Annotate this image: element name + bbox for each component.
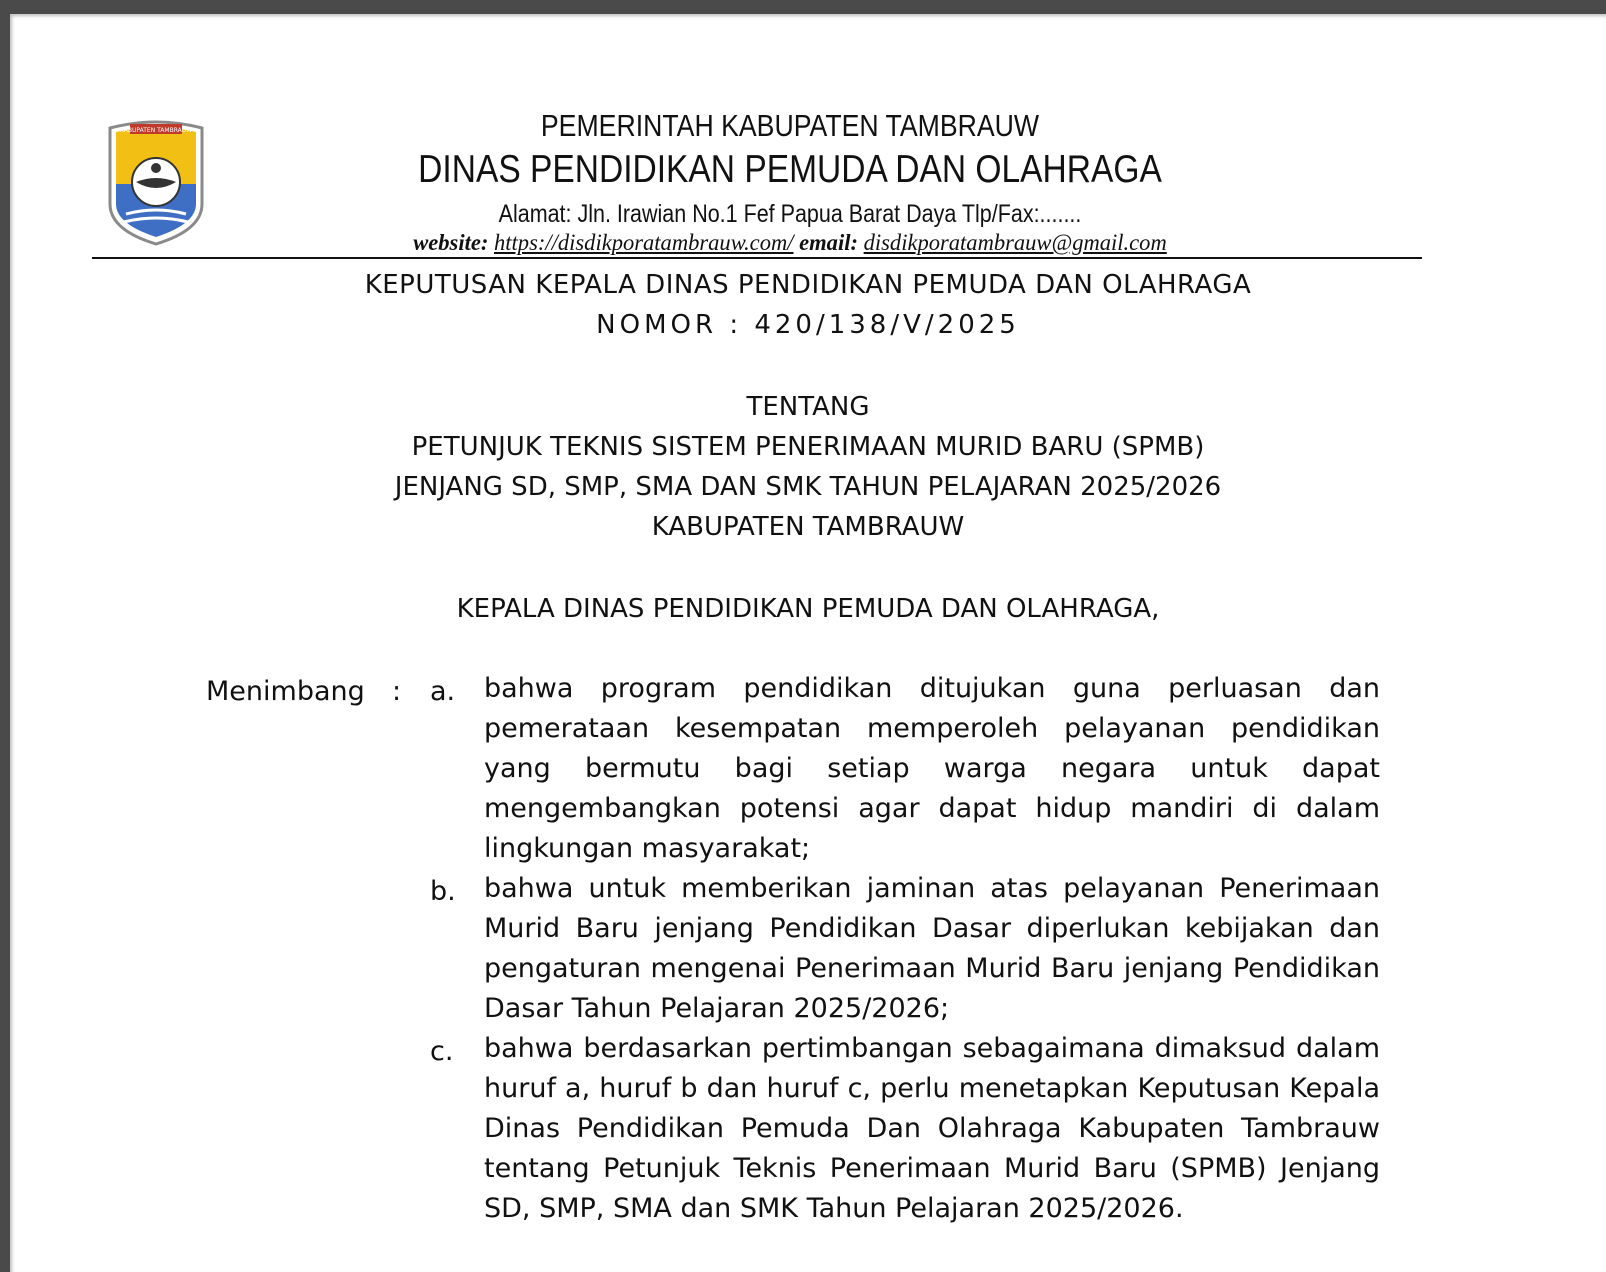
regency-coat-of-arms-logo: [106, 114, 206, 246]
considering-item-text: bahwa berdasarkan pertimbangan sebagaimana dimaksud dalam huruf a, huruf b dan huruf c, perlu menetapkan Keputusan Kepala Dinas Pendidikan Pemuda Dan Olahraga Kabupaten Tambrauw tentang Petunjuk Teknis Penerimaan Murid Baru (SPMB) Jenjang SD, SMP, SMA dan SMK Tahun Pelajaran 2025/2026.: [484, 1033, 1380, 1224]
decree-official: KEPALA DINAS PENDIDIKAN PEMUDA DAN OLAHRAGA,: [456, 594, 1160, 624]
email-label: email:: [799, 230, 858, 255]
considering-item-text: bahwa untuk memberikan jaminan atas pelayanan Penerimaan Murid Baru jenjang Pendidikan Dasar diperlukan kebijakan dan pengaturan mengenai Penerimaan Murid Baru jenjang Pendidikan Dasar Tahun Pelajaran 2025/2026;: [484, 873, 1380, 1024]
email-link[interactable]: disdikporatambrauw@gmail.com: [863, 230, 1167, 255]
considering-item-mark: b.: [430, 876, 456, 907]
decree-about: TENTANG: [746, 392, 870, 422]
document-page: [10, 14, 1606, 1272]
letterhead-government: PEMERINTAH KABUPATEN TAMBRAUW: [540, 108, 1040, 143]
website-label: website:: [413, 230, 489, 255]
letterhead-contacts: [271, 230, 1310, 256]
logo-banner-text: KABUPATEN TAMBRAUW: [119, 127, 193, 134]
considering-label: Menimbang: [206, 676, 365, 707]
considering-item-mark: c.: [430, 1036, 454, 1067]
decree-subject-line-3: KABUPATEN TAMBRAUW: [651, 512, 965, 542]
considering-colon: :: [392, 676, 402, 707]
letterhead-divider: [92, 257, 1422, 259]
decree-number: NOMOR : 420/138/V/2025: [596, 310, 1020, 340]
letterhead-address: Alamat: Jln. Irawian No.1 Fef Papua Barat Daya Tlp/Fax:.......: [498, 200, 1082, 228]
letterhead-agency: DINAS PENDIDIKAN PEMUDA DAN OLAHRAGA: [418, 148, 1162, 191]
decree-subject-line-1: PETUNJUK TEKNIS SISTEM PENERIMAAN MURID BARU (SPMB): [411, 432, 1205, 462]
website-link[interactable]: https://disdikporatambrauw.com/: [494, 230, 794, 255]
decree-subject-line-2: JENJANG SD, SMP, SMA DAN SMK TAHUN PELAJARAN 2025/2026: [394, 472, 1222, 502]
considering-item-text: bahwa program pendidikan ditujukan guna perluasan dan pemerataan kesempatan memperoleh pelayanan pendidikan yang bermutu bagi setiap warga negara untuk dapat mengembangkan potensi agar dapat hidup mandiri di dalam lingkungan masyarakat;: [484, 673, 1380, 864]
decree-title: KEPUTUSAN KEPALA DINAS PENDIDIKAN PEMUDA DAN OLAHRAGA: [364, 270, 1252, 300]
considering-item-mark: a.: [430, 676, 456, 707]
